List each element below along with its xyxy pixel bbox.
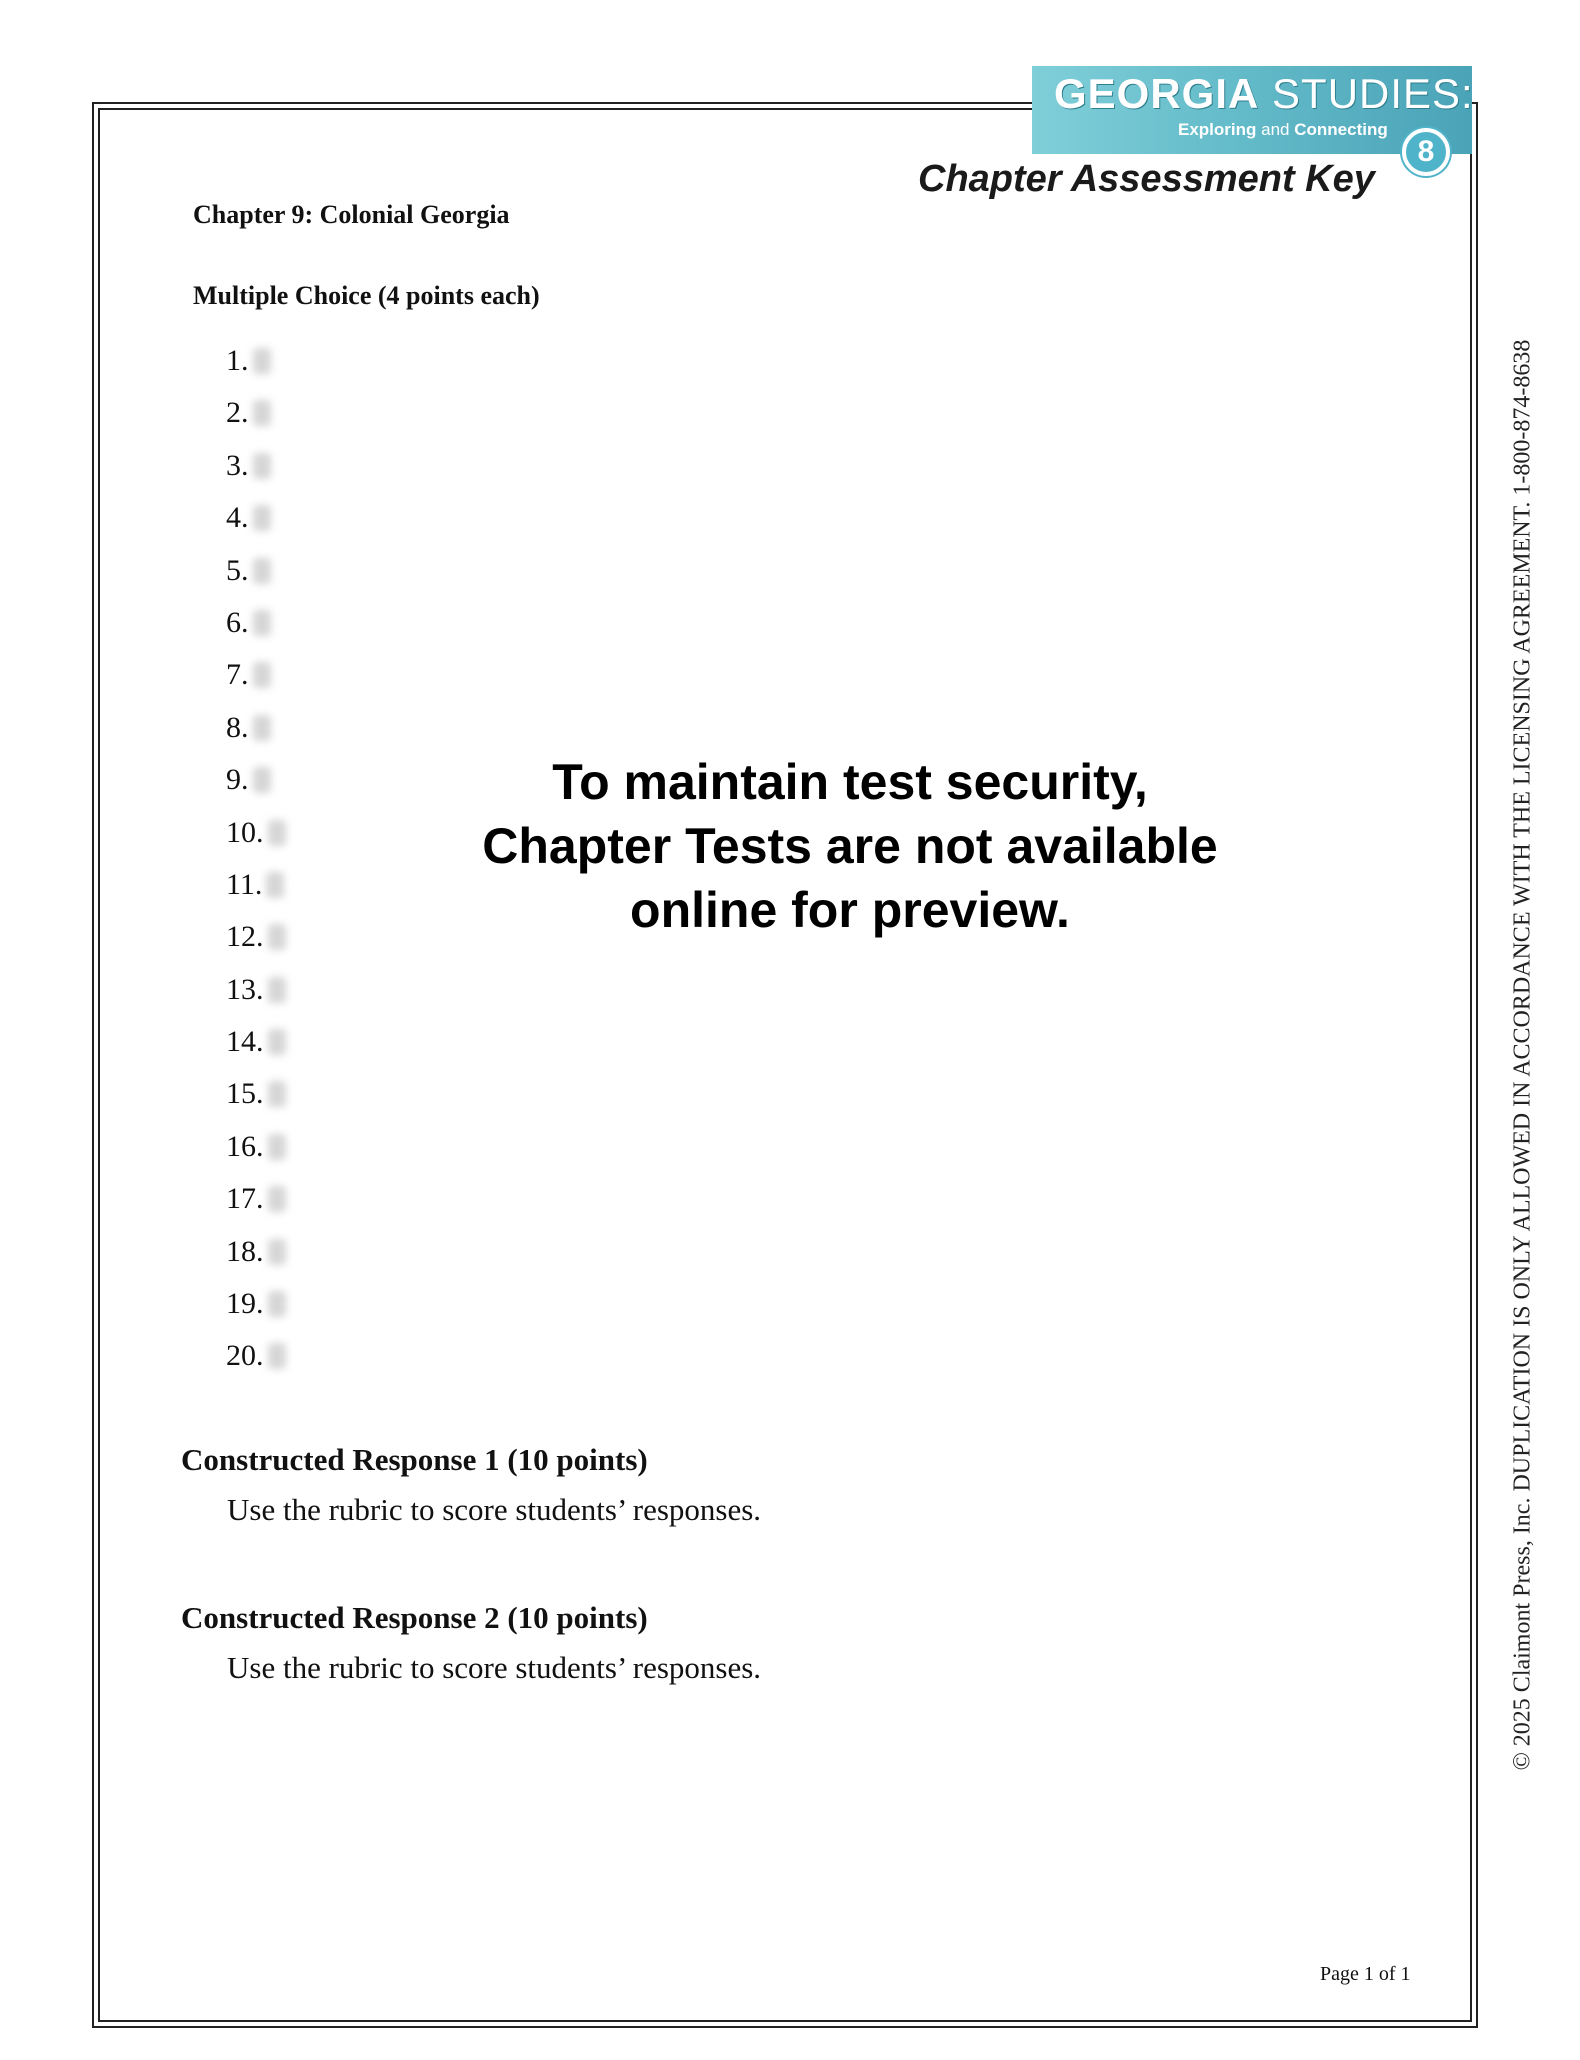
answer-number: 9. (226, 763, 249, 797)
blurred-answer (253, 662, 271, 688)
answer-number: 7. (226, 658, 249, 692)
logo-subtitle-connecting: Connecting (1294, 120, 1388, 139)
answer-number: 2. (226, 396, 249, 430)
answer-item (226, 710, 286, 762)
blurred-answer (253, 610, 271, 636)
answer-number: 1. (226, 344, 249, 377)
page-frame-inner (98, 108, 1472, 2022)
answer-number: 19. (226, 1287, 264, 1321)
answer-number: 17. (226, 1182, 264, 1216)
blurred-answer (268, 820, 286, 846)
answer-item (226, 448, 286, 500)
logo-subtitle (1178, 120, 1388, 140)
answer-number: 20. (226, 1339, 264, 1373)
answer-item (226, 553, 286, 605)
constructed-response-2-text: Use the rubric to score students’ responses. (227, 1650, 762, 1685)
blurred-answer (268, 1186, 286, 1212)
answer-item (226, 1234, 286, 1286)
answer-number: 18. (226, 1234, 264, 1268)
security-notice-line: Chapter Tests are not available (482, 818, 1218, 874)
blurred-answer (253, 558, 271, 584)
answer-item (226, 1076, 286, 1128)
blurred-answer (253, 400, 271, 426)
copyright-notice: © 2025 Claimont Press, Inc. DUPLICATION IS ONLY ALLOWED IN ACCORDANCE WITH THE LICENSING AGREEMENT. 1-800-874-8638 (1509, 339, 1536, 1771)
multiple-choice-heading: Multiple Choice (4 points each) (193, 281, 540, 310)
blurred-answer (268, 924, 286, 950)
security-notice-line: online for preview. (630, 882, 1070, 938)
answer-item (226, 605, 286, 657)
chapter-title: Chapter 9: Colonial Georgia (193, 200, 510, 229)
answer-number: 12. (226, 920, 264, 954)
blurred-answer (253, 767, 271, 793)
answer-item (226, 657, 286, 709)
answer-number: 16. (226, 1129, 264, 1163)
assessment-key-title: Chapter Assessment Key (918, 158, 1375, 200)
logo-subtitle-and: and (1261, 120, 1290, 139)
answer-number: 6. (226, 605, 249, 639)
grade-badge: 8 (1402, 128, 1450, 176)
blurred-answer (253, 348, 271, 374)
blurred-answer (266, 872, 284, 898)
blurred-answer (253, 453, 271, 479)
answer-number: 5. (226, 553, 249, 587)
blurred-answer (268, 1291, 286, 1317)
blurred-answer (268, 1081, 286, 1107)
answer-number: 8. (226, 710, 249, 744)
security-notice-line: To maintain test security, (552, 754, 1148, 810)
constructed-response-1-text: Use the rubric to score students’ responses. (227, 1492, 762, 1527)
answer-item (226, 1181, 286, 1233)
constructed-response-1-heading: Constructed Response 1 (10 points) (181, 1442, 648, 1477)
answer-list (226, 343, 286, 1391)
answer-item (226, 343, 286, 395)
blurred-answer (268, 1239, 286, 1265)
answer-number: 14. (226, 1025, 264, 1059)
logo-title-bold: GEORGIA (1054, 70, 1260, 117)
answer-number: 15. (226, 1077, 264, 1111)
answer-number: 13. (226, 972, 264, 1006)
answer-item (226, 500, 286, 552)
answer-item (226, 867, 286, 919)
security-notice (440, 750, 1260, 942)
blurred-answer (268, 1343, 286, 1369)
blurred-answer (268, 977, 286, 1003)
constructed-response-2-heading: Constructed Response 2 (10 points) (181, 1600, 648, 1635)
answer-number: 10. (226, 815, 264, 849)
answer-number: 4. (226, 501, 249, 535)
page-number: Page 1 of 1 (1320, 1963, 1411, 1985)
answer-item (226, 1338, 286, 1390)
answer-item (226, 1286, 286, 1338)
logo-title (1054, 70, 1474, 118)
blurred-answer (268, 1029, 286, 1055)
answer-item (226, 815, 286, 867)
blurred-answer (253, 715, 271, 741)
blurred-answer (253, 505, 271, 531)
blurred-answer (268, 1134, 286, 1160)
answer-item (226, 1129, 286, 1181)
logo-subtitle-exploring: Exploring (1178, 120, 1257, 139)
answer-item (226, 972, 286, 1024)
answer-item (226, 395, 286, 447)
answer-item (226, 919, 286, 971)
logo-title-light: STUDIES: (1272, 70, 1474, 117)
answer-number: 3. (226, 448, 249, 482)
answer-number: 11. (226, 867, 263, 901)
answer-item (226, 762, 286, 814)
answer-item (226, 1024, 286, 1076)
